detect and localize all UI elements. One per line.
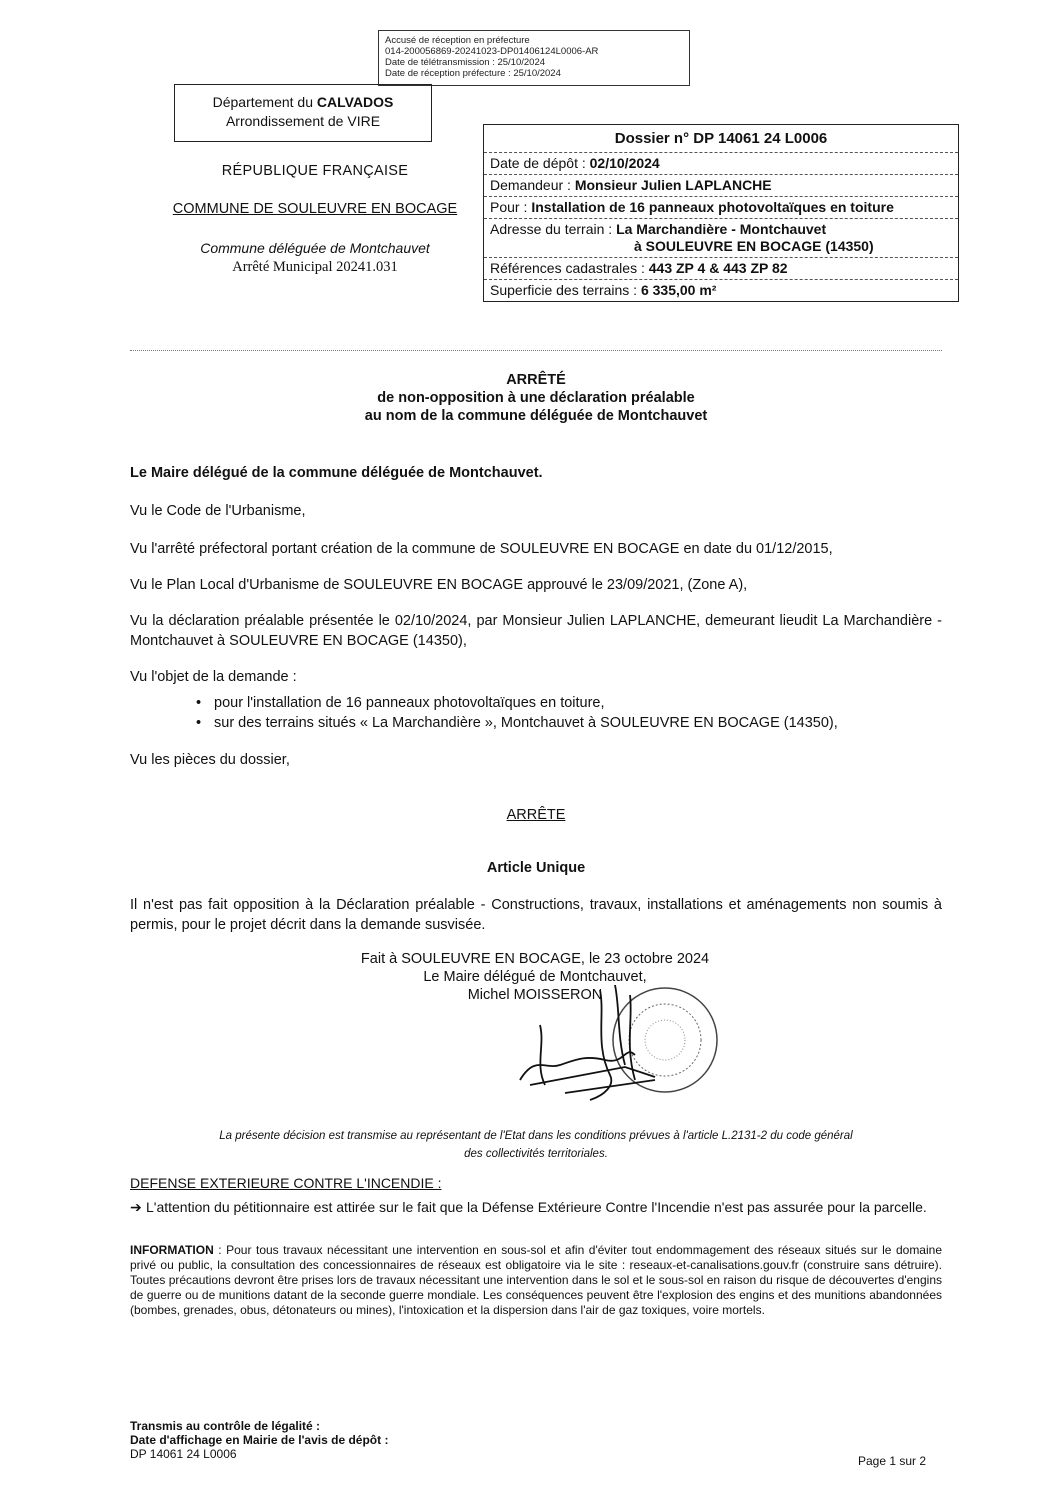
dossier-title: Dossier n° DP 14061 24 L0006 (484, 125, 958, 153)
pour-row: Pour : Installation de 16 panneaux photovoltaïques en toiture (484, 197, 958, 219)
stamp-line: Accusé de réception en préfecture (385, 35, 530, 46)
depot-row: Date de dépôt : 02/10/2024 (484, 153, 958, 175)
separator (130, 350, 942, 351)
defense-item: ➔ L'attention du pétitionnaire est attirée sur le fait que la Défense Extérieure Contre l'Incendie n'est pas assurée pour la parcelle. (130, 1199, 927, 1215)
arrete-heading: ARRÊTE (506, 807, 566, 823)
prefecture-receipt-stamp (378, 30, 690, 86)
vu-objet: Vu l'objet de la demande : (130, 669, 297, 685)
arrete-municipal-number: Arrêté Municipal 20241.031 (232, 259, 398, 275)
list-item: • sur des terrains situés « La Marchandière », Montchauvet à SOULEUVRE EN BOCAGE (14350), (214, 713, 954, 733)
vu-plu: Vu le Plan Local d'Urbanisme de SOULEUVRE EN BOCAGE approuvé le 23/09/2021, (Zone A), (130, 577, 748, 593)
superficie-row: Superficie des terrains : 6 335,00 m² (490, 282, 717, 298)
stamp-line: Date de réception préfecture : 25/10/2024 (385, 68, 561, 79)
arrow-icon: ➔ (130, 1199, 142, 1215)
signature-and-seal (505, 985, 745, 1115)
adresse-row: Adresse du terrain : La Marchandière - Montchauvet à SOULEUVRE EN BOCAGE (14350) (484, 219, 958, 258)
dossier-box (483, 124, 959, 302)
official-seal (613, 988, 717, 1092)
vu-declaration: Vu la déclaration préalable présentée le 02/10/2024, par Monsieur Julien LAPLANCHE, demeurant lieudit La Marchandière - Montchauvet à SOULEUVRE EN BOCAGE (14350), (130, 613, 942, 649)
arrete-title: ARRÊTÉ de non-opposition à une déclaration préalable au nom de la commune déléguée de Montchauvet (364, 372, 708, 424)
commune-deleguee: Commune déléguée de Montchauvet (200, 240, 430, 256)
article-text: Il n'est pas fait opposition à la Déclaration préalable - Constructions, travaux, installations et aménagements non soumis à permis, pour le projet décrit dans la demande susvisée. (130, 897, 942, 933)
signature-block: Fait à SOULEUVRE EN BOCAGE, le 23 octobre 2024 Le Maire délégué de Montchauvet, Michel MOISSERON (360, 951, 710, 1003)
vu-pieces: Vu les pièces du dossier, (130, 752, 290, 768)
defense-title: DEFENSE EXTERIEURE CONTRE L'INCENDIE : (130, 1175, 442, 1191)
vu-code: Vu le Code de l'Urbanisme, (130, 503, 306, 519)
transmission-note: La présente décision est transmise au représentant de l'Etat dans les conditions prévues à l'article L.2131-2 du code général des collectivités territoriales. (219, 1130, 853, 1160)
cadastre-row: Références cadastrales : 443 ZP 4 & 443 ZP 82 (484, 258, 958, 280)
handwritten-signature (520, 985, 655, 1100)
maire-statement: Le Maire délégué de la commune déléguée de Montchauvet. (130, 465, 543, 481)
article-heading: Article Unique (486, 860, 586, 876)
stamp-line: Date de télétransmission : 25/10/2024 (385, 57, 546, 68)
vu-arrete-prefectoral: Vu l'arrêté préfectoral portant création de la commune de SOULEUVRE EN BOCAGE en date du 01/12/2015, (130, 541, 833, 557)
list-item: • pour l'installation de 16 panneaux photovoltaïques en toiture, (214, 693, 954, 713)
commune-heading: COMMUNE DE SOULEUVRE EN BOCAGE (172, 201, 458, 217)
page-number: Page 1 sur 2 (858, 1454, 927, 1468)
information-paragraph: INFORMATION : Pour tous travaux nécessitant une intervention en sous-sol et afin d'éviter tout endommagement des réseaux situés sur le domaine privé ou public, la consultation des concessionnaires de réseaux est obligatoire via le site : reseaux-et-canalisations.gouv.fr (construire sans détruire). Toutes précautions devront être prises lors de travaux nécessitant une intervention dans le sol et le sous-sol en raison du risque de découvertes d'engins de guerre ou de munitions datant de la seconde guerre mondiale. Les conséquences peuvent être l'explosion des engins et des munitions abandonnées (bombes, grenades, obus, détonateurs ou mines), l'intoxication et la dispersion dans l'air de gaz toxiques, voire mortels. (130, 1243, 942, 1317)
footer-legalite: Transmis au contrôle de légalité : Date d'affichage en Mairie de l'avis de dépôt : DP 14061 24 L0006 (130, 1419, 389, 1461)
stamp-line: 014-200056869-20241023-DP01406124L0006-AR (385, 46, 599, 57)
arrondissement-line: Arrondissement de VIRE (225, 113, 381, 129)
demandeur-row: Demandeur : Monsieur Julien LAPLANCHE (484, 175, 958, 197)
republique-heading: RÉPUBLIQUE FRANÇAISE (221, 163, 409, 179)
department-line: Département du CALVADOS (212, 94, 394, 110)
department-box (174, 84, 432, 142)
